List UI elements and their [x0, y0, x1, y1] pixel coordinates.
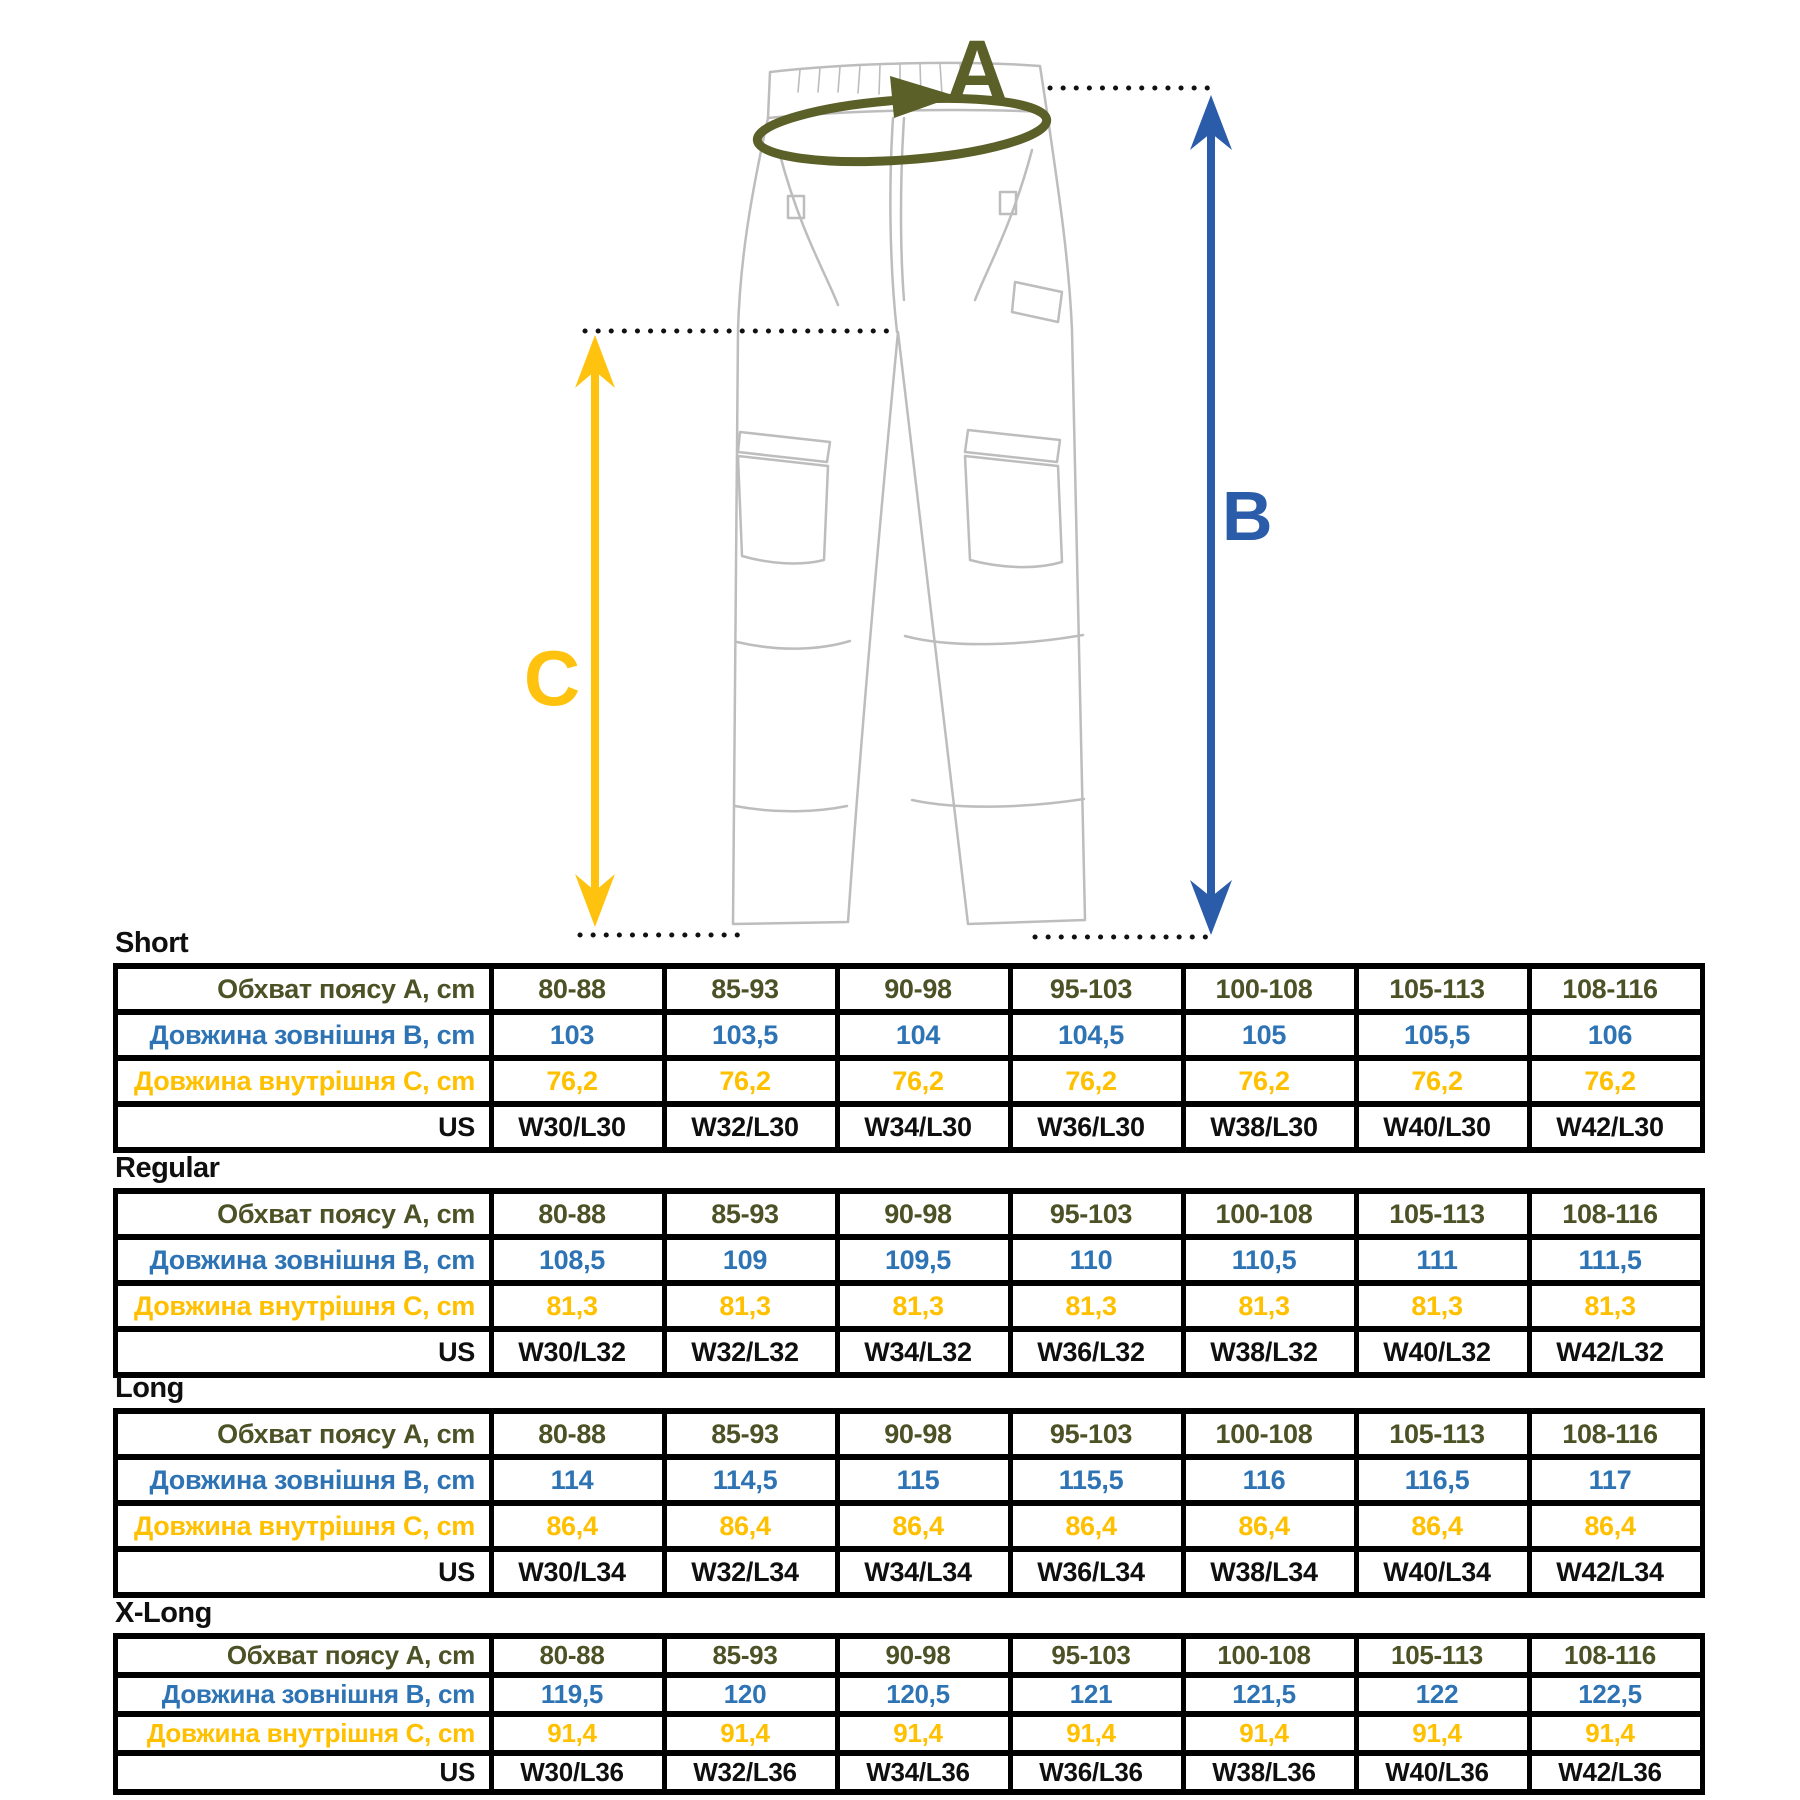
size-cell: 114,5	[665, 1457, 838, 1503]
size-cell: W38/L36	[1184, 1753, 1357, 1792]
size-cell: 91,4	[1184, 1714, 1357, 1753]
row-header: Довжина внутрішня C, cm	[116, 1058, 492, 1104]
table-row	[116, 1675, 1703, 1714]
size-cell: 120	[665, 1675, 838, 1714]
table-row	[116, 1636, 1703, 1675]
size-cell: 86,4	[838, 1503, 1011, 1549]
size-cell: 121,5	[1184, 1675, 1357, 1714]
size-cell: 104,5	[1011, 1012, 1184, 1058]
size-cell: 100-108	[1184, 1191, 1357, 1237]
size-group-label: Regular	[115, 1152, 220, 1184]
size-cell: 122,5	[1530, 1675, 1703, 1714]
size-cell: 85-93	[665, 1411, 838, 1457]
size-cell: 76,2	[1184, 1058, 1357, 1104]
label-b: B	[1222, 477, 1273, 555]
size-cell: W36/L32	[1011, 1329, 1184, 1375]
size-table	[113, 963, 1705, 1153]
size-cell: 81,3	[1357, 1283, 1530, 1329]
size-cell: 81,3	[838, 1283, 1011, 1329]
size-cell: 86,4	[665, 1503, 838, 1549]
size-cell: W40/L34	[1357, 1549, 1530, 1595]
table-row	[116, 1191, 1703, 1237]
table-row	[116, 1012, 1703, 1058]
row-header: Обхват поясу A, cm	[116, 1636, 492, 1675]
size-cell: 95-103	[1011, 966, 1184, 1012]
size-cell: 103,5	[665, 1012, 838, 1058]
size-cell: 119,5	[492, 1675, 665, 1714]
size-cell: W34/L36	[838, 1753, 1011, 1792]
size-cell: 108-116	[1530, 1411, 1703, 1457]
size-cell: 110	[1011, 1237, 1184, 1283]
size-cell: 86,4	[1184, 1503, 1357, 1549]
size-cell: 105-113	[1357, 1636, 1530, 1675]
size-cell: 114	[492, 1457, 665, 1503]
table-row	[116, 1714, 1703, 1753]
size-cell: 91,4	[665, 1714, 838, 1753]
size-table	[113, 1408, 1705, 1598]
row-header: Обхват поясу A, cm	[116, 966, 492, 1012]
table-row	[116, 1058, 1703, 1104]
row-header: US	[116, 1753, 492, 1792]
size-cell: 86,4	[1011, 1503, 1184, 1549]
size-table-section	[113, 1151, 1705, 1378]
row-header: Довжина зовнішня B, cm	[116, 1237, 492, 1283]
size-cell: 90-98	[838, 1636, 1011, 1675]
size-table	[113, 1633, 1705, 1795]
size-cell: 90-98	[838, 1411, 1011, 1457]
table-row	[116, 1104, 1703, 1150]
size-cell: 91,4	[1357, 1714, 1530, 1753]
inner-length-arrow	[575, 335, 615, 927]
size-cell: W34/L34	[838, 1549, 1011, 1595]
size-cell: 80-88	[492, 966, 665, 1012]
size-cell: 85-93	[665, 1191, 838, 1237]
size-cell: 95-103	[1011, 1191, 1184, 1237]
table-row	[116, 966, 1703, 1012]
size-cell: W30/L32	[492, 1329, 665, 1375]
size-cell: 110,5	[1184, 1237, 1357, 1283]
size-cell: 100-108	[1184, 966, 1357, 1012]
size-cell: 108,5	[492, 1237, 665, 1283]
size-cell: W36/L34	[1011, 1549, 1184, 1595]
size-group-label: Short	[115, 927, 189, 959]
size-cell: 91,4	[1011, 1714, 1184, 1753]
size-table-section	[113, 1596, 1705, 1795]
size-cell: 120,5	[838, 1675, 1011, 1714]
table-row	[116, 1503, 1703, 1549]
size-cell: 86,4	[492, 1503, 665, 1549]
size-cell: 76,2	[838, 1058, 1011, 1104]
size-cell: 91,4	[1530, 1714, 1703, 1753]
size-cell: W42/L34	[1530, 1549, 1703, 1595]
size-cell: 76,2	[1357, 1058, 1530, 1104]
size-cell: 111	[1357, 1237, 1530, 1283]
size-cell: 81,3	[1530, 1283, 1703, 1329]
size-cell: 117	[1530, 1457, 1703, 1503]
size-cell: 105-113	[1357, 1411, 1530, 1457]
size-cell: W38/L32	[1184, 1329, 1357, 1375]
size-cell: W32/L32	[665, 1329, 838, 1375]
size-cell: 105-113	[1357, 1191, 1530, 1237]
pants-sketch	[733, 63, 1085, 924]
size-cell: 95-103	[1011, 1636, 1184, 1675]
size-cell: W40/L30	[1357, 1104, 1530, 1150]
table-row	[116, 1237, 1703, 1283]
size-cell: 86,4	[1357, 1503, 1530, 1549]
size-cell: 90-98	[838, 966, 1011, 1012]
row-header: Обхват поясу A, cm	[116, 1411, 492, 1457]
dotted-reference-lines	[580, 88, 1216, 937]
row-header: Довжина зовнішня B, cm	[116, 1012, 492, 1058]
size-cell: W30/L36	[492, 1753, 665, 1792]
size-cell: 81,3	[1011, 1283, 1184, 1329]
row-header: Довжина внутрішня C, cm	[116, 1714, 492, 1753]
size-cell: W42/L32	[1530, 1329, 1703, 1375]
size-cell: 76,2	[1530, 1058, 1703, 1104]
size-cell: 100-108	[1184, 1636, 1357, 1675]
size-cell: 121	[1011, 1675, 1184, 1714]
label-c: C	[523, 634, 581, 722]
table-row	[116, 1753, 1703, 1792]
size-cell: W36/L36	[1011, 1753, 1184, 1792]
size-cell: W42/L30	[1530, 1104, 1703, 1150]
size-cell: 85-93	[665, 1636, 838, 1675]
size-cell: W42/L36	[1530, 1753, 1703, 1792]
table-row	[116, 1457, 1703, 1503]
size-cell: 105,5	[1357, 1012, 1530, 1058]
size-cell: W30/L34	[492, 1549, 665, 1595]
row-header: US	[116, 1329, 492, 1375]
size-cell: 104	[838, 1012, 1011, 1058]
size-cell: 103	[492, 1012, 665, 1058]
size-cell: 122	[1357, 1675, 1530, 1714]
size-cell: 106	[1530, 1012, 1703, 1058]
size-cell: 80-88	[492, 1191, 665, 1237]
size-cell: 86,4	[1530, 1503, 1703, 1549]
size-group-label: X-Long	[115, 1597, 212, 1629]
size-cell: W30/L30	[492, 1104, 665, 1150]
size-cell: 109	[665, 1237, 838, 1283]
size-table-section	[113, 926, 1705, 1153]
size-cell: 116	[1184, 1457, 1357, 1503]
size-cell: 81,3	[1184, 1283, 1357, 1329]
size-cell: 76,2	[492, 1058, 665, 1104]
size-cell: 115	[838, 1457, 1011, 1503]
size-cell: 116,5	[1357, 1457, 1530, 1503]
row-header: Довжина зовнішня B, cm	[116, 1675, 492, 1714]
size-cell: 90-98	[838, 1191, 1011, 1237]
size-cell: W40/L36	[1357, 1753, 1530, 1792]
size-cell: 85-93	[665, 966, 838, 1012]
size-cell: W32/L34	[665, 1549, 838, 1595]
row-header: Обхват поясу A, cm	[116, 1191, 492, 1237]
size-cell: W36/L30	[1011, 1104, 1184, 1150]
size-cell: 100-108	[1184, 1411, 1357, 1457]
size-cell: W32/L36	[665, 1753, 838, 1792]
table-row	[116, 1549, 1703, 1595]
size-cell: 91,4	[838, 1714, 1011, 1753]
size-cell: W34/L32	[838, 1329, 1011, 1375]
size-cell: 111,5	[1530, 1237, 1703, 1283]
size-cell: W34/L30	[838, 1104, 1011, 1150]
row-header: US	[116, 1549, 492, 1595]
size-cell: 108-116	[1530, 1636, 1703, 1675]
size-cell: W38/L30	[1184, 1104, 1357, 1150]
size-table-section	[113, 1371, 1705, 1598]
size-cell: 108-116	[1530, 1191, 1703, 1237]
row-header: Довжина внутрішня C, cm	[116, 1283, 492, 1329]
size-cell: 91,4	[492, 1714, 665, 1753]
size-cell: W32/L30	[665, 1104, 838, 1150]
size-cell: 76,2	[1011, 1058, 1184, 1104]
size-cell: 80-88	[492, 1411, 665, 1457]
size-cell: 105	[1184, 1012, 1357, 1058]
size-cell: 81,3	[665, 1283, 838, 1329]
size-cell: W40/L32	[1357, 1329, 1530, 1375]
table-row	[116, 1329, 1703, 1375]
size-cell: 108-116	[1530, 966, 1703, 1012]
table-row	[116, 1283, 1703, 1329]
size-cell: 95-103	[1011, 1411, 1184, 1457]
size-cell: W38/L34	[1184, 1549, 1357, 1595]
row-header: US	[116, 1104, 492, 1150]
label-a: A	[945, 23, 1009, 119]
size-cell: 76,2	[665, 1058, 838, 1104]
size-cell: 80-88	[492, 1636, 665, 1675]
table-row	[116, 1411, 1703, 1457]
row-header: Довжина зовнішня B, cm	[116, 1457, 492, 1503]
size-cell: 109,5	[838, 1237, 1011, 1283]
size-cell: 115,5	[1011, 1457, 1184, 1503]
size-cell: 105-113	[1357, 966, 1530, 1012]
size-cell: 81,3	[492, 1283, 665, 1329]
size-group-label: Long	[115, 1372, 184, 1404]
size-table	[113, 1188, 1705, 1378]
row-header: Довжина внутрішня C, cm	[116, 1503, 492, 1549]
